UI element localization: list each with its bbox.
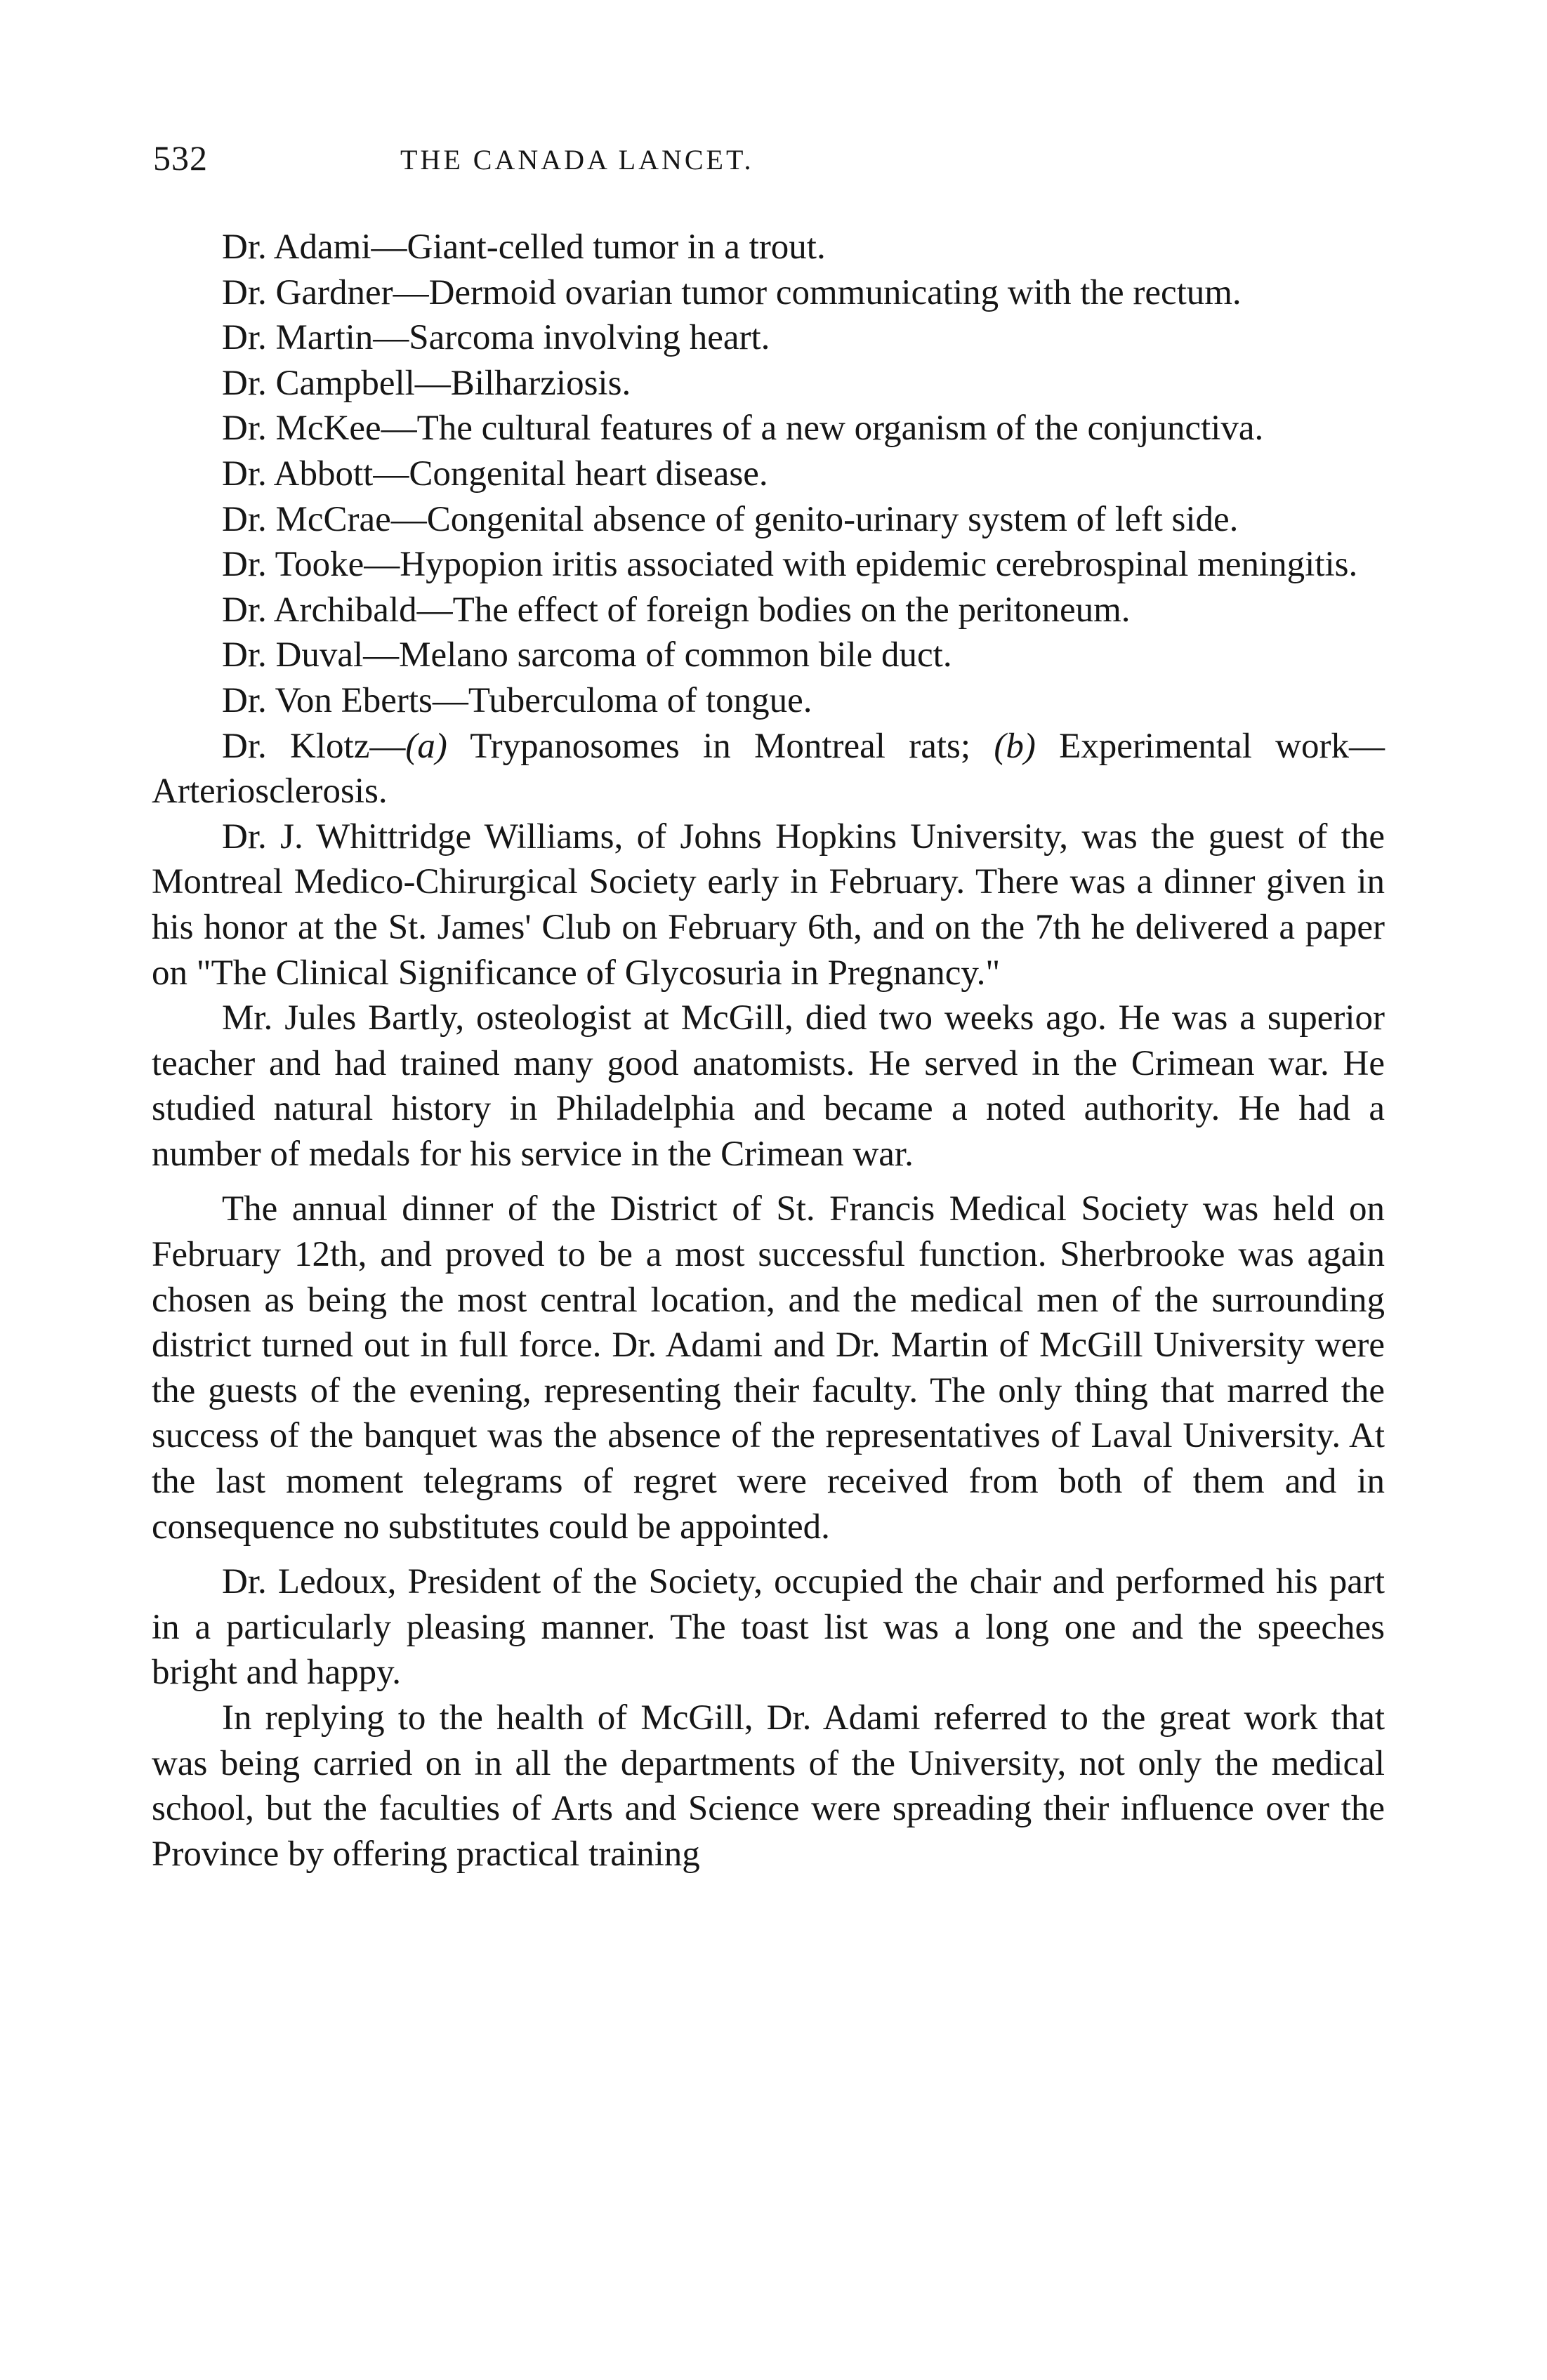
running-head: THE CANADA LANCET. xyxy=(400,144,754,176)
entry-martin: Dr. Martin—Sarcoma involving heart. xyxy=(222,318,770,358)
entry-gardner: Dr. Gardner—Dermoid ovarian tumor communicating with the rectum. xyxy=(222,272,1242,312)
entry-duval: Dr. Duval—Melano sarcoma of common bile duct. xyxy=(222,635,952,675)
entry-klotz-marker-a: (a) xyxy=(405,726,447,766)
paragraph-adami-reply: In replying to the health of McGill, Dr. Adami referred to the great work that was being carried on in all the departments of the University, not only the medical school, but the faculties of Arts and Science were spreading their influence over the Province by offering practical training xyxy=(152,1698,1385,1874)
page-number: 532 xyxy=(153,138,208,178)
entry-klotz xyxy=(152,724,1385,814)
entry-archibald: Dr. Archibald—The effect of foreign bodies on the peritoneum. xyxy=(222,590,1131,630)
entry-klotz-mid: Trypanosomes in Montreal rats; xyxy=(447,726,994,766)
paragraph-annual-dinner: The annual dinner of the District of St. Francis Medical Society was held on February 12th, and proved to be a most successful function. Sherbrooke was again chosen as being the most central location, and the medical men of the surrounding district turned out in full force. Dr. Adami and Dr. Martin of McGill University were the guests of the evening, representing their faculty. The only thing that marred the success of the banquet was the absence of the representatives of Laval University. At the last moment telegrams of regret were received from both of them and in consequence no substitutes could be appointed. xyxy=(152,1189,1385,1547)
entry-adami: Dr. Adami—Giant-celled tumor in a trout. xyxy=(222,227,826,267)
entry-mckee: Dr. McKee—The cultural features of a new organism of the conjunctiva. xyxy=(222,409,1264,449)
entry-campbell: Dr. Campbell—Bilharziosis. xyxy=(222,363,631,403)
page-body xyxy=(152,225,1385,1877)
entry-mccrae: Dr. McCrae—Congenital absence of genito-urinary system of left side. xyxy=(222,499,1239,539)
paragraph-bartly: Mr. Jules Bartly, osteologist at McGill, died two weeks ago. He was a superior teacher and had trained many good anatomists. He served in the Crimean war. He studied natural history in Philadelphia and became a noted authority. He had a number of medals for his service in the Crimean war. xyxy=(152,998,1385,1174)
entry-klotz-rest: Experimental work—Arteriosclerosis. xyxy=(152,726,1385,812)
paragraph-ledoux: Dr. Ledoux, President of the Society, occupied the chair and performed his part in a particularly pleasing manner. The toast list was a long one and the speeches bright and happy. xyxy=(152,1562,1385,1693)
entry-tooke: Dr. Tooke—Hypopion iritis associated with epidemic cerebrospinal meningitis. xyxy=(222,545,1358,585)
entry-klotz-marker-b: (b) xyxy=(994,726,1036,766)
entry-von-eberts: Dr. Von Eberts—Tuberculoma of tongue. xyxy=(222,680,812,720)
entry-klotz-prefix: Dr. Klotz— xyxy=(222,726,406,766)
paragraph-williams: Dr. J. Whittridge Williams, of Johns Hopkins University, was the guest of the Montreal Medico-Chirurgical Society early in February. There was a dinner given in his honor at the St. James' Club on February 6th, and on the 7th he delivered a paper on "The Clinical Significance of Glycosuria in Pregnancy." xyxy=(152,817,1385,993)
entry-abbott: Dr. Abbott—Congenital heart disease. xyxy=(222,454,768,494)
